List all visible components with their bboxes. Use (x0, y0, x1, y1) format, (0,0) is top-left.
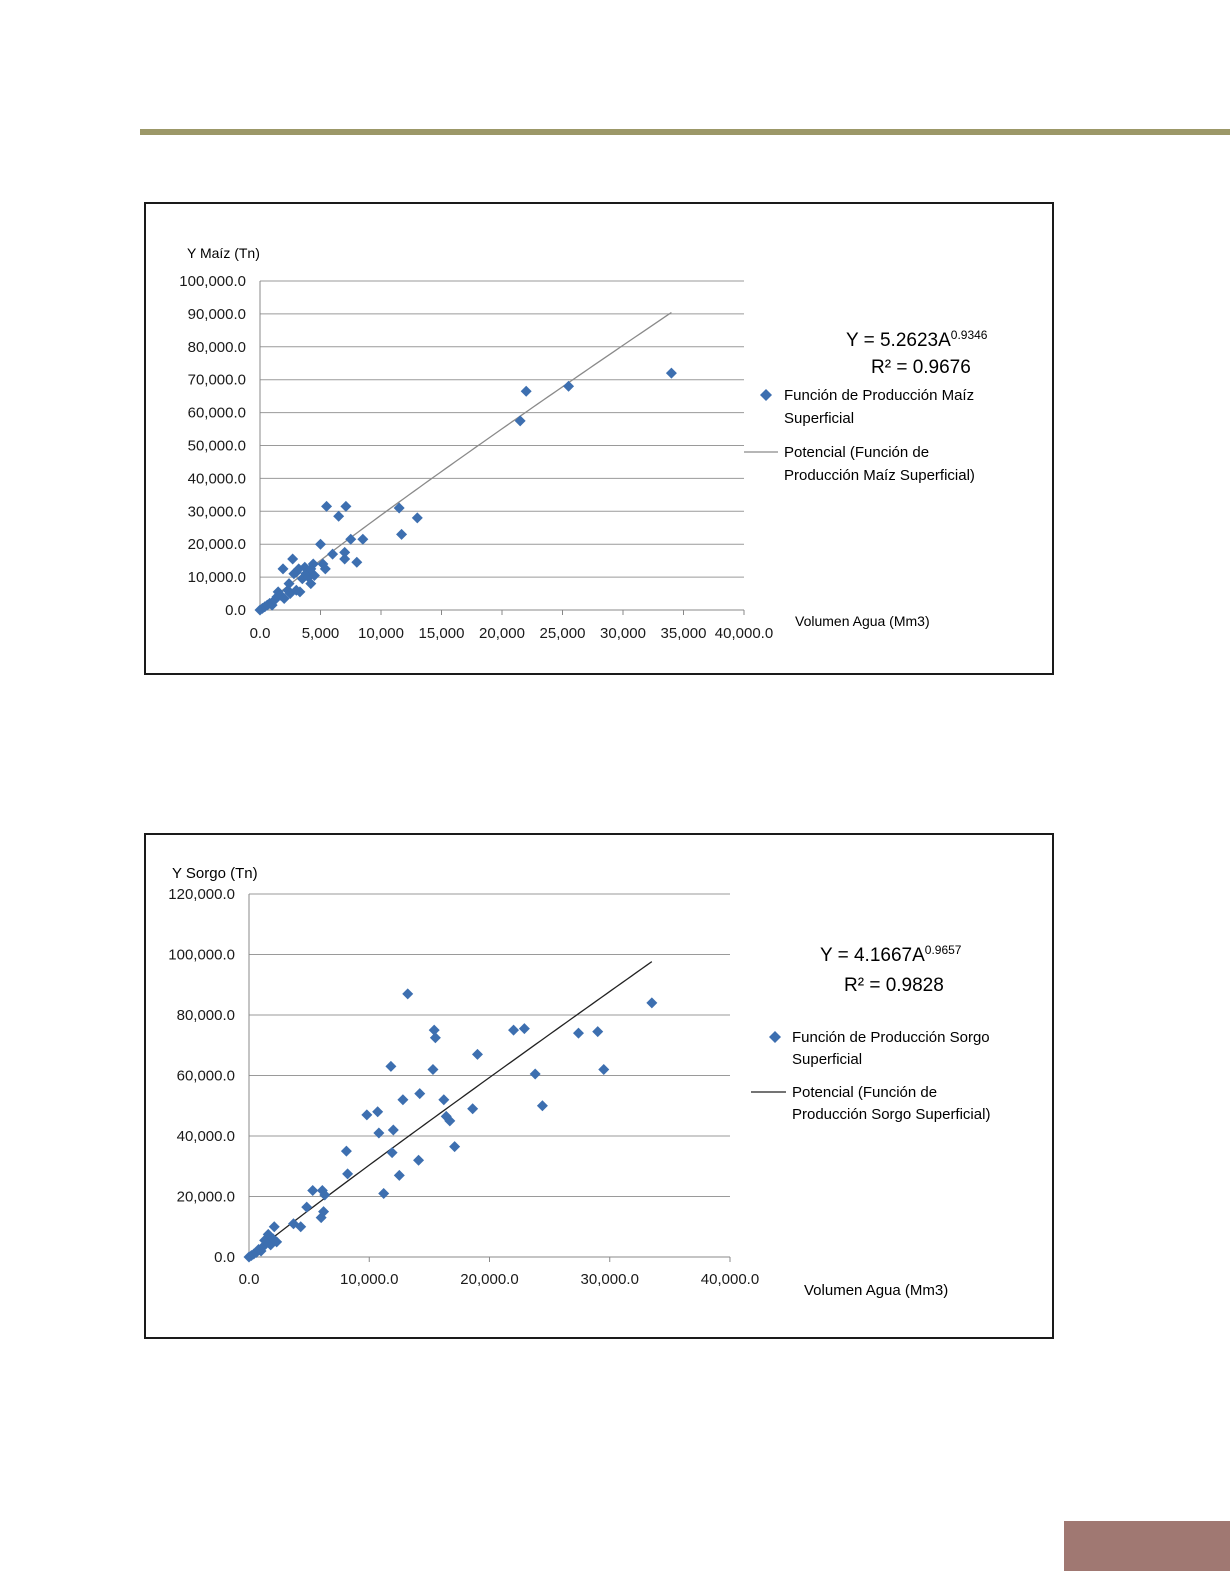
trendline (249, 962, 652, 1257)
data-point (449, 1141, 460, 1152)
data-point (321, 501, 332, 512)
data-point (412, 512, 423, 523)
legend-marker-scatter (769, 1031, 781, 1043)
data-point (388, 1124, 399, 1135)
data-point (269, 1221, 280, 1232)
data-point (387, 1147, 398, 1158)
x-tick-label: 30,000 (600, 625, 646, 642)
data-point (372, 1106, 383, 1117)
trend-equation (846, 328, 988, 351)
data-point (515, 415, 526, 426)
y-tick-label: 10,000.0 (187, 569, 246, 587)
y-tick-label: 60,000.0 (187, 404, 246, 422)
axes (260, 281, 744, 615)
data-point (397, 1094, 408, 1105)
chart-sorgo (146, 835, 1052, 1337)
data-point (361, 1109, 372, 1120)
y-tick-label: 100,000.0 (179, 273, 246, 290)
data-points (244, 988, 658, 1262)
y-tick-label: 30,000.0 (187, 503, 246, 521)
legend-label-scatter-line2: Superficial (784, 410, 855, 427)
equation-base: Y = 4.1667A (820, 945, 925, 966)
data-point (396, 529, 407, 540)
data-point (519, 1023, 530, 1034)
data-point (646, 997, 657, 1008)
equation-base: Y = 5.2623A (846, 330, 951, 351)
y-tick-label: 100,000.0 (168, 946, 235, 964)
data-point (413, 1155, 424, 1166)
y-tick-label: 70,000.0 (187, 371, 246, 389)
x-tick-labels (250, 625, 774, 642)
legend-marker-scatter (760, 389, 772, 401)
y-tick-label: 80,000.0 (176, 1007, 235, 1024)
r-squared: R² = 0.9676 (871, 357, 971, 378)
equation-exponent: 0.9657 (924, 943, 962, 957)
data-point (521, 386, 532, 397)
header-rule (140, 129, 1230, 135)
x-tick-label: 40,000.0 (714, 625, 774, 642)
y-tick-label: 50,000.0 (187, 437, 246, 455)
data-point (378, 1188, 389, 1199)
legend-label-trend-line2: Producción Maíz Superficial) (784, 467, 975, 484)
data-point (315, 539, 326, 550)
equation-exponent: 0.9346 (950, 328, 988, 342)
data-point (438, 1094, 449, 1105)
x-tick-label: 40,000.0 (700, 1271, 760, 1288)
legend-label-scatter-line1: Función de Producción Maíz (784, 387, 975, 404)
data-point (427, 1064, 438, 1075)
data-point (563, 381, 574, 392)
x-tick-label: 20,000 (479, 625, 525, 642)
trendline-path (249, 962, 652, 1257)
legend-label-scatter-line2: Superficial (792, 1051, 863, 1068)
x-tick-label: 5,000 (301, 625, 340, 642)
r-squared: R² = 0.9828 (844, 975, 944, 996)
legend-label-trend-line2: Producción Sorgo Superficial) (792, 1106, 991, 1123)
data-point (301, 1202, 312, 1213)
y-tick-label: 120,000.0 (168, 886, 235, 903)
data-point (530, 1068, 541, 1079)
y-tick-label: 0.0 (225, 602, 246, 619)
y-tick-label: 60,000.0 (176, 1067, 235, 1085)
data-point (373, 1127, 384, 1138)
x-axis-label: Volumen Agua (Mm3) (795, 613, 930, 629)
y-tick-label: 90,000.0 (187, 305, 246, 323)
data-point (394, 1170, 405, 1181)
trend-equation (820, 943, 962, 966)
data-point (327, 549, 338, 560)
data-point (598, 1064, 609, 1075)
legend-label-trend-line1: Potencial (Función de (792, 1084, 938, 1101)
data-points (255, 368, 677, 616)
data-point (508, 1025, 519, 1036)
chart-sorgo-frame (144, 833, 1054, 1339)
x-tick-label: 10,000.0 (340, 1271, 399, 1288)
data-point (467, 1103, 478, 1114)
y-axis-label: Y Sorgo (Tn) (172, 865, 258, 882)
y-axis-label: Y Maíz (Tn) (187, 245, 260, 261)
data-point (573, 1028, 584, 1039)
x-tick-label: 10,000 (358, 625, 404, 642)
x-tick-label: 0.0 (238, 1271, 260, 1288)
y-tick-label: 80,000.0 (187, 338, 246, 356)
x-tick-labels (239, 1271, 760, 1288)
data-point (340, 501, 351, 512)
y-tick-label: 20,000.0 (176, 1188, 235, 1206)
data-point (333, 511, 344, 522)
legend-label-scatter-line1: Función de Producción Sorgo (792, 1029, 990, 1046)
x-tick-label: 0.0 (249, 625, 271, 642)
data-point (537, 1100, 548, 1111)
y-tick-labels (179, 273, 246, 619)
x-axis-label: Volumen Agua (Mm3) (804, 1282, 949, 1299)
grid-lines (249, 894, 730, 1197)
x-tick-label: 20,000.0 (460, 1271, 519, 1288)
y-tick-label: 0.0 (214, 1249, 235, 1266)
chart-maiz (146, 204, 1052, 673)
y-tick-label: 20,000.0 (187, 536, 246, 554)
data-point (357, 534, 368, 545)
y-tick-label: 40,000.0 (187, 470, 246, 488)
data-point (414, 1088, 425, 1099)
data-point (666, 368, 677, 379)
x-tick-label: 35,000 (660, 625, 707, 642)
data-point (287, 554, 298, 565)
x-tick-label: 30,000.0 (580, 1271, 639, 1288)
data-point (307, 1185, 318, 1196)
data-point (339, 547, 350, 558)
data-point (472, 1049, 483, 1060)
corner-block (1064, 1521, 1230, 1571)
data-point (351, 557, 362, 568)
x-tick-label: 15,000 (418, 625, 465, 642)
data-point (430, 1032, 441, 1043)
x-tick-label: 25,000 (539, 625, 586, 642)
data-point (592, 1026, 603, 1037)
data-point (277, 563, 288, 574)
data-point (341, 1146, 352, 1157)
chart-maiz-frame (144, 202, 1054, 675)
y-tick-label: 40,000.0 (176, 1128, 235, 1145)
y-tick-labels (168, 886, 235, 1266)
data-point (402, 988, 413, 999)
legend-label-trend-line1: Potencial (Función de (784, 444, 930, 461)
data-point (385, 1061, 396, 1072)
